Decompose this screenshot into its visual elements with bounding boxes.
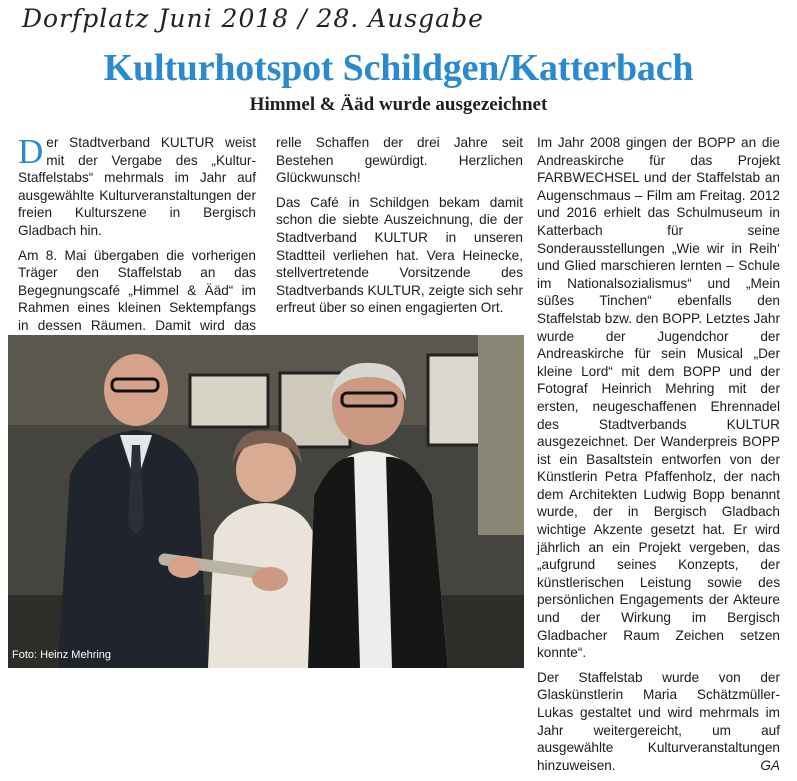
photo-credit: Foto: Heinz Mehring [12, 649, 112, 661]
article-headline: Kulturhotspot Schildgen/Katterbach [103, 47, 694, 89]
column-3-paragraph-2-text: Der Staffelstab wurde von der Glaskünstlerin Maria Schätzmüller-Lukas gestaltet und wird mehrmals im Jahr weitergereicht, um auf ausgewählte Kulturveranstaltungen hinzuweisen. [537, 669, 780, 773]
column-3-paragraph-2 [537, 669, 780, 775]
handshake-hands [252, 567, 288, 591]
article-column-2 [276, 134, 523, 324]
article-photo [8, 335, 524, 668]
column-3-paragraph-1: Im Jahr 2008 gingen der BOPP an die Andreaskirche für das Projekt FARBWECHSEL und der Staffelstab an Augenschmaus – Film am Freitag. 2012 und 2016 erhielt das Schulmuseum in Katterbach für seine Sonderausstellungen „Wie wir in Reih‘ und Glied marschieren lernten – Schule im Nationalsozialismus“ und „Mein süßes Tinchen“ ebenfalls den Staffelstab bzw. den BOPP. Letztes Jahr wurde der Jugendchor der Andreaskirche für sein Musical „Der kleine Lord“ mit dem BOPP und der Fotograf Heinrich Mehring mit der ersten, neugeschaffenen Ehrennadel des Stadtverbands KULTUR ausgezeichnet. Der Wanderpreis BOPP ist ein Basaltstein entworfen von der Künstlerin Petra Pfaffenholz, der nach dem Architekten Ludwig Bopp benannt wurde, der in Bergisch Gladbach wichtige Akzente gesetzt hat. Er wird jährlich an ein Projekt vergeben, das „aufgrund seines Konzepts, der künstlerischen Leistung sowie des persönlichen Engagements der Akteure und der Wirkung im Bergisch Gladbacher Raum Zeichen setzen konnte“. [537, 135, 780, 661]
column-2-paragraph-2: Das Café in Schildgen bekam damit schon die siebte Auszeichnung, die der Stadtverband KULTUR in unseren Stadtteil verliehen hat. Vera Heinecke, stellvertretende Vorsitzende des Stadtverbands KULTUR, zeigte sich sehr erfreut über so einen engagierten Ort. [276, 194, 523, 316]
column-1-paragraph-2: Am 8. Mai übergaben die vorherigen Träger den Staffelstab an das Begegnungscafé „Himmel & Ääd“ im Rahmen eines kleinen Sektempfangs in dessen Räumen. Damit wird das [18, 247, 256, 333]
column-2-paragraph-1: relle Schaffen der drei Jahre seit Bestehen gewürdigt. Herzlichen Glückwunsch! [276, 135, 523, 186]
column-1-paragraph-1-text: er Stadtverband KULTUR weist mit der Vergabe des „Kultur-Staffelstabs“ mehrmals im Jahr auf ausgewählte Kulturveranstaltungen der freien Kulturszene in Bergisch Gladbach hin. [18, 135, 256, 238]
handwritten-issue-note: Dorfplatz Juni 2018 / 28. Ausgabe [22, 4, 484, 33]
wall-picture-left [190, 375, 268, 427]
dropcap: D [18, 132, 44, 171]
column-1-paragraph-1 [18, 134, 256, 240]
article-subheadline: Himmel & Ääd wurde ausgezeichnet [249, 94, 548, 115]
author-signature: GA [760, 757, 780, 773]
left-man-hand [168, 556, 200, 578]
article-column-3 [537, 134, 780, 781]
article-column-1 [18, 134, 256, 359]
photo-window-light [478, 335, 524, 535]
photo-illustration [8, 335, 524, 668]
